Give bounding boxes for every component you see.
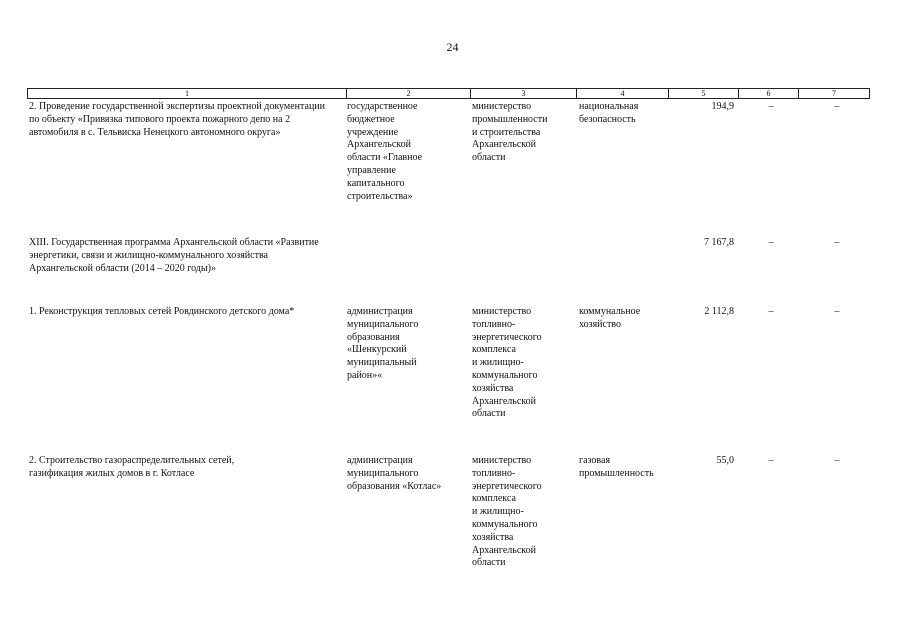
amount-cell: 194,9: [711, 101, 734, 112]
page-number: 24: [446, 40, 459, 54]
customer-cell: государственное бюджетное учреждение Архангельской области «Главное управление капитального строительства»: [347, 101, 423, 202]
amount-cell: 55,0: [716, 455, 734, 466]
col6-cell: –: [768, 101, 774, 112]
amount-cell: 7 167,8: [704, 237, 734, 248]
project-name: 2. Проведение государственной экспертизы проектной документации по объекту «Привязка типового проекта пожарного депо на 2 автомобиля в с. Тельвиска Ненецкого автономного округа»: [29, 101, 326, 138]
ministry-cell: министерство топливно- энергетического комплекса и жилищно- коммунального хозяйства Архангельской области: [472, 306, 542, 420]
col6-cell: –: [768, 455, 774, 466]
col7-cell: –: [834, 101, 840, 112]
sector-cell: национальная безопасность: [579, 101, 639, 125]
ministry-cell: министерство топливно- энергетического комплекса и жилищно- коммунального хозяйства Архангельской области: [472, 455, 542, 569]
customer-cell: администрация муниципального образования «Котлас»: [347, 455, 442, 492]
table-header-row: [27, 88, 870, 99]
column-header-3: 3: [471, 89, 577, 98]
amount-cell: 2 112,8: [704, 306, 734, 317]
col7-cell: –: [834, 455, 840, 466]
project-name: 2. Строительство газораспределительных сетей, газификация жилых домов в г. Котласе: [29, 455, 235, 479]
col7-cell: –: [834, 306, 840, 317]
col7-cell: –: [834, 237, 840, 248]
customer-cell: администрация муниципального образования «Шенкурский муниципальный район»«: [347, 306, 419, 381]
col6-cell: –: [768, 306, 774, 317]
column-header-1: 1: [28, 89, 347, 98]
ministry-cell: министерство промышленности и строительства Архангельской области: [472, 101, 548, 164]
col6-cell: –: [768, 237, 774, 248]
column-header-7: 7: [832, 89, 836, 98]
column-header-2: 2: [347, 89, 471, 98]
program-name: XIII. Государственная программа Архангельской области «Развитие энергетики, связи и жилищно-коммунального хозяйства Архангельской области (2014 – 2020 годы)»: [29, 237, 319, 274]
sector-cell: газовая промышленность: [579, 455, 654, 479]
project-name: 1. Реконструкция тепловых сетей Ровдинского детского дома*: [29, 306, 295, 317]
column-header-6: 6: [739, 89, 799, 98]
column-header-5: 5: [669, 89, 739, 98]
sector-cell: коммунальное хозяйство: [579, 306, 641, 330]
column-header-4: 4: [577, 89, 669, 98]
